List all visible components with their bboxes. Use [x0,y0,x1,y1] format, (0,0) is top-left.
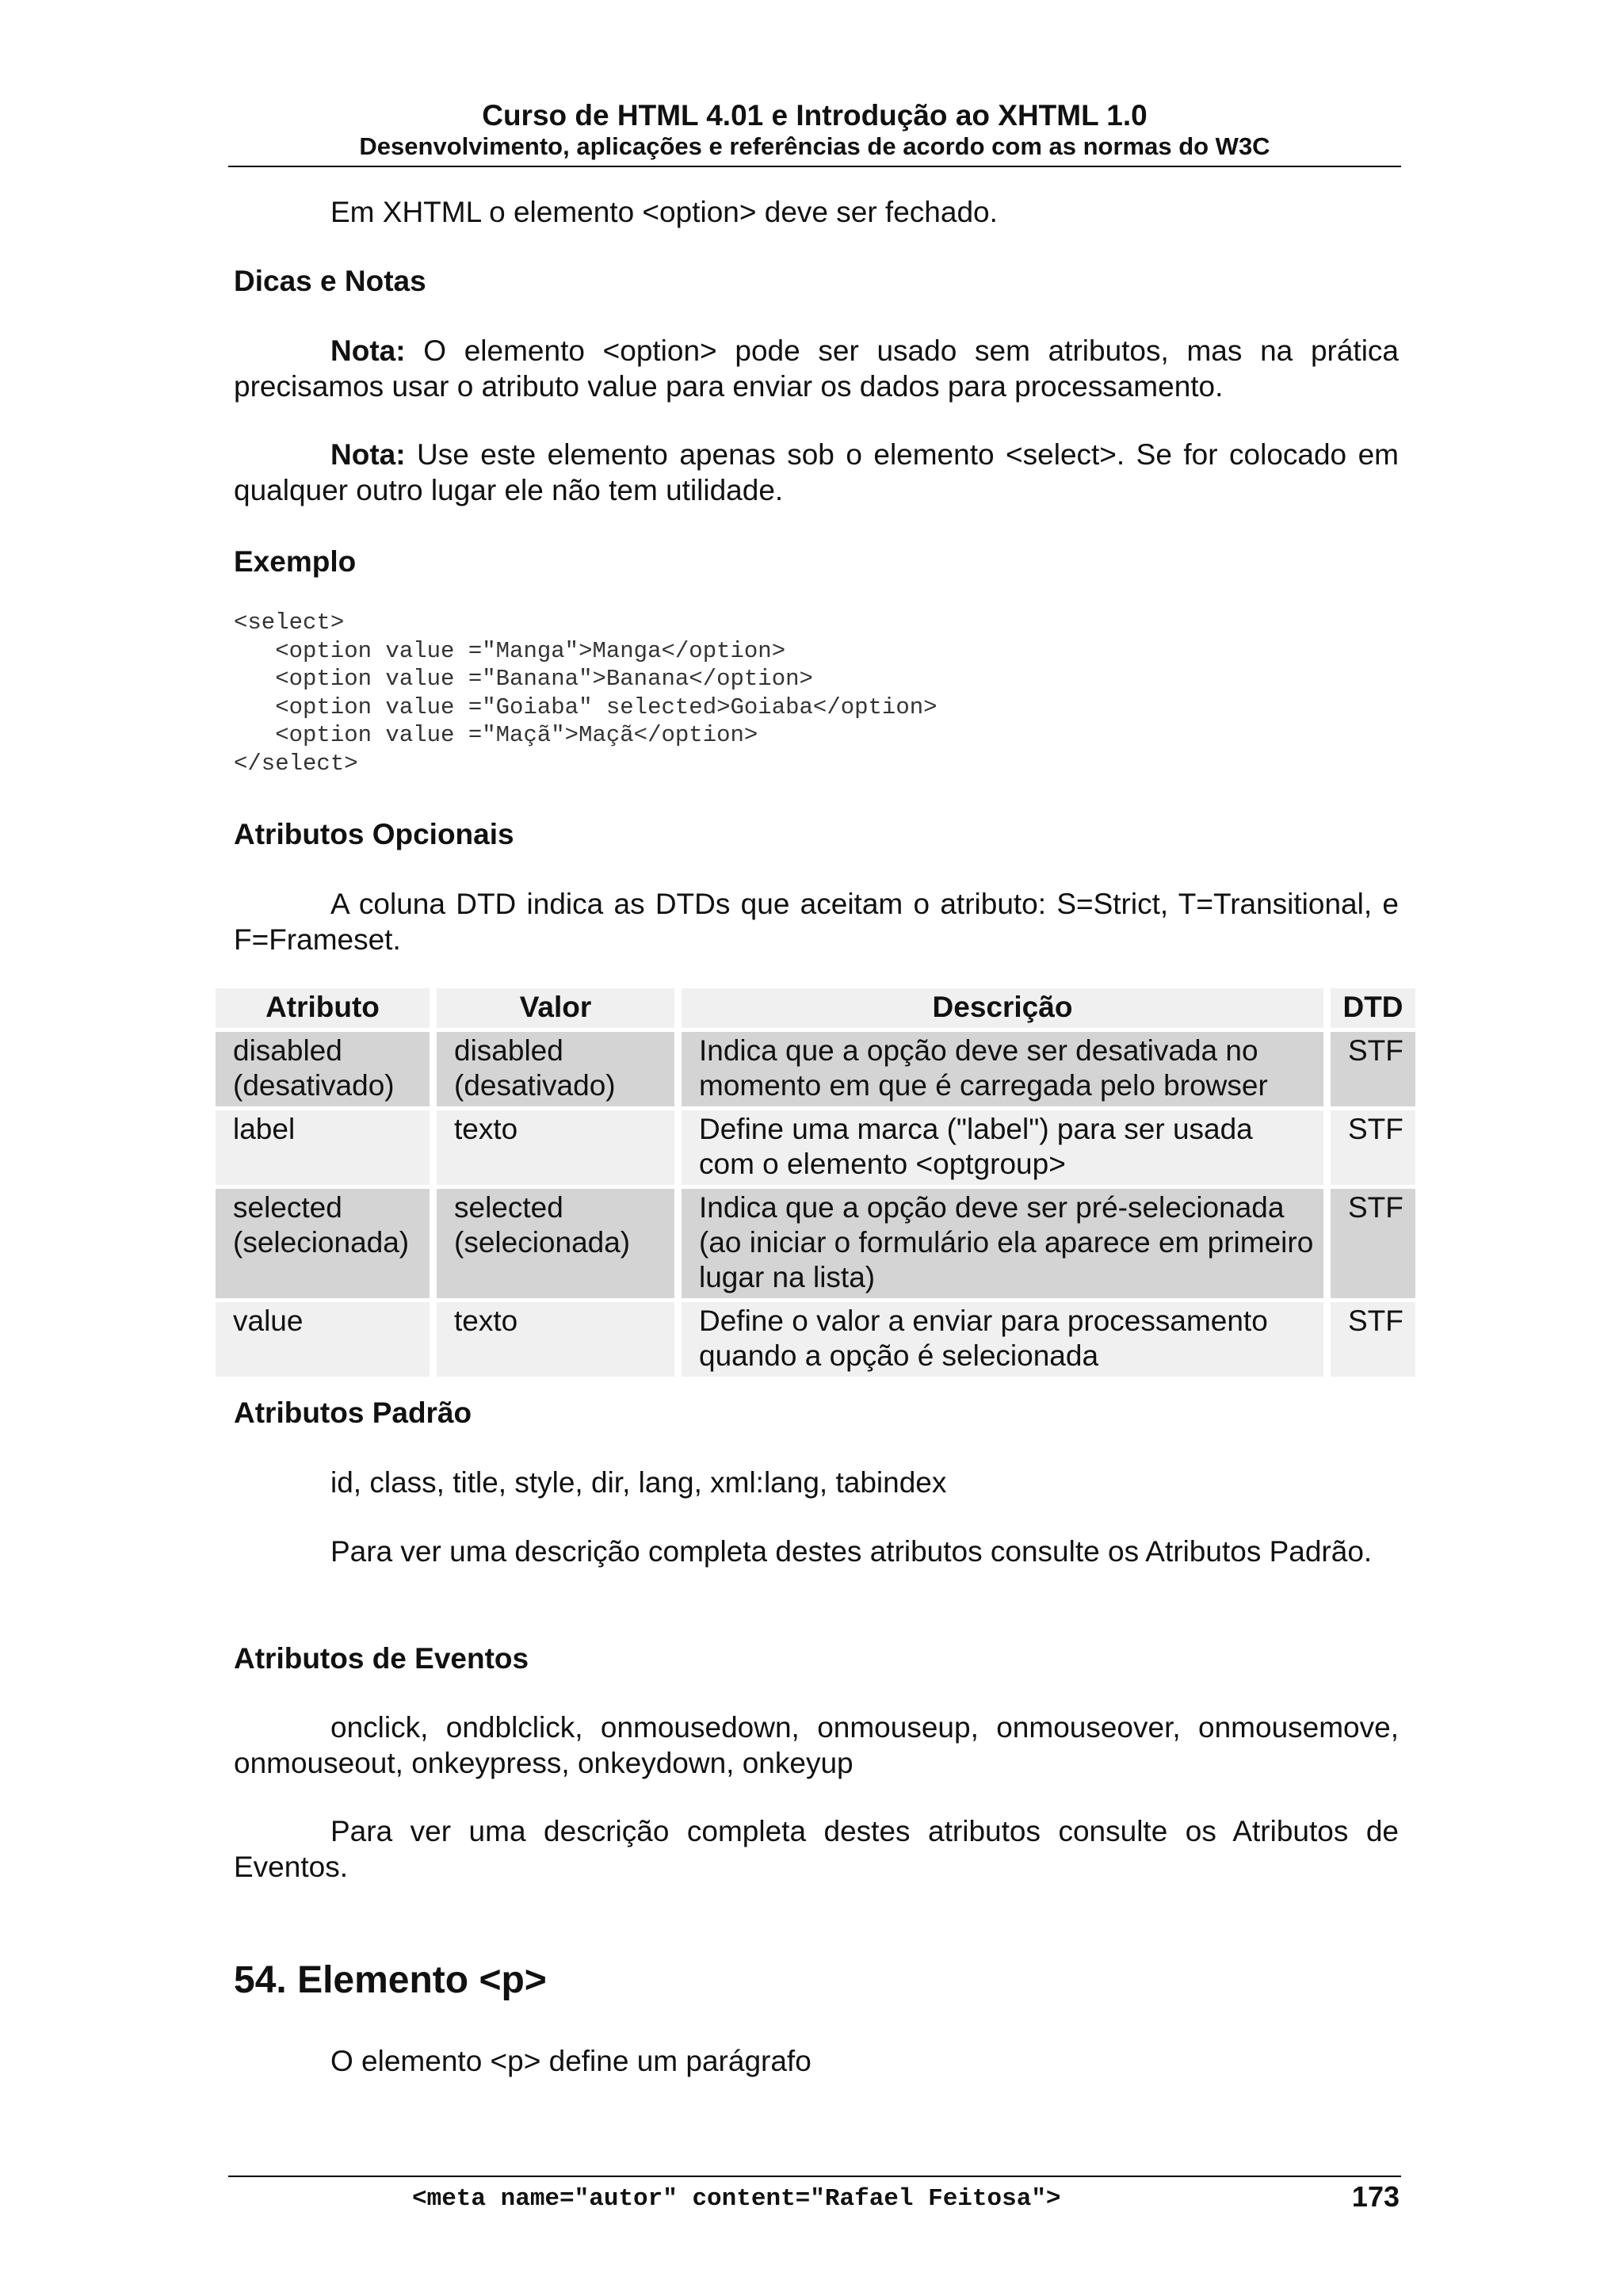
opcionais-heading: Atributos Opcionais [234,818,514,850]
dtd-description: A coluna DTD indica as DTDs que aceitam o atributo: S=Strict, T=Transitional, e F=Frameset. [234,888,1399,956]
cell-descricao: Define o valor a enviar para processamento quando a opção é selecionada [682,1302,1331,1377]
page-number: 173 [1351,2180,1400,2213]
cell-descricao: Indica que a opção deve ser desativada no momento em que é carregada pelo browser [682,1032,1331,1106]
section-54-heading: 54. Elemento <p> [234,1959,547,2001]
cell-valor: texto [437,1302,682,1377]
padrao-note: Para ver uma descrição completa destes atributos consulte os Atributos Padrão. [330,1535,1373,1568]
intro-line: Em XHTML o elemento <option> deve ser fechado. [330,196,998,228]
cell-atributo: label [216,1110,437,1185]
code-example: <select> <option value ="Manga">Manga</option> <option value ="Banana">Banana</option> <option value ="Goiaba" selected>Goiaba</option> <option value ="Maçã">Maçã</option> </select> [234,609,938,777]
nota-1-text: O elemento <option> pode ser usado sem atributos, mas na prática precisamos usar o atributo value para enviar os dados para processamento. [234,334,1399,403]
exemplo-heading: Exemplo [234,545,357,578]
table-row [216,1032,1415,1106]
cell-atributo: disabled (desativado) [216,1032,437,1106]
cell-valor: selected (selecionada) [437,1189,682,1298]
table-row [216,1110,1415,1185]
eventos-note: Para ver uma descrição completa destes atributos consulte os Atributos de Eventos. [234,1815,1399,1883]
column-header: Valor [437,988,682,1028]
nota-1-label: Nota: [330,334,406,367]
cell-dtd: STF [1331,1110,1415,1185]
cell-atributo: value [216,1302,437,1377]
cell-descricao: Define uma marca ("label") para ser usada com o elemento <optgroup> [682,1110,1331,1185]
header-rule [228,166,1401,167]
table-row [216,1189,1415,1298]
nota-2-text: Use este elemento apenas sob o elemento <select>. Se for colocado em qualquer outro lugar ele não tem utilidade. [234,438,1399,506]
header-title: Curso de HTML 4.01 e Introdução ao XHTML 1.0 [482,99,1148,132]
header-subtitle: Desenvolvimento, aplicações e referências de acordo com as normas do W3C [359,132,1270,160]
column-header: Descrição [682,988,1331,1028]
attributes-table [216,984,1415,1381]
cell-dtd: STF [1331,1189,1415,1298]
table-row [216,1302,1415,1377]
cell-atributo: selected (selecionada) [216,1189,437,1298]
footer-meta: <meta name="autor" content="Rafael Feitosa"> [412,2185,1061,2213]
dicas-heading: Dicas e Notas [234,265,426,297]
eventos-heading: Atributos de Eventos [234,1642,529,1675]
table-header-row [216,988,1415,1028]
cell-valor: texto [437,1110,682,1185]
nota-2-label: Nota: [330,438,406,471]
column-header: DTD [1331,988,1415,1028]
section-54-text: O elemento <p> define um parágrafo [330,2045,812,2077]
column-header: Atributo [216,988,437,1028]
nota-2 [234,437,1399,508]
cell-dtd: STF [1331,1032,1415,1106]
padrao-heading: Atributos Padrão [234,1396,472,1429]
cell-valor: disabled (desativado) [437,1032,682,1106]
nota-1 [234,333,1399,404]
eventos-list: onclick, ondblclick, onmousedown, onmouseup, onmouseover, onmousemove, onmouseout, onkeypress, onkeydown, onkeyup [234,1711,1399,1779]
padrao-list: id, class, title, style, dir, lang, xml:lang, tabindex [330,1466,947,1499]
cell-dtd: STF [1331,1302,1415,1377]
cell-descricao: Indica que a opção deve ser pré-selecionada (ao iniciar o formulário ela aparece em primeiro lugar na lista) [682,1189,1331,1298]
footer-rule [228,2176,1401,2177]
